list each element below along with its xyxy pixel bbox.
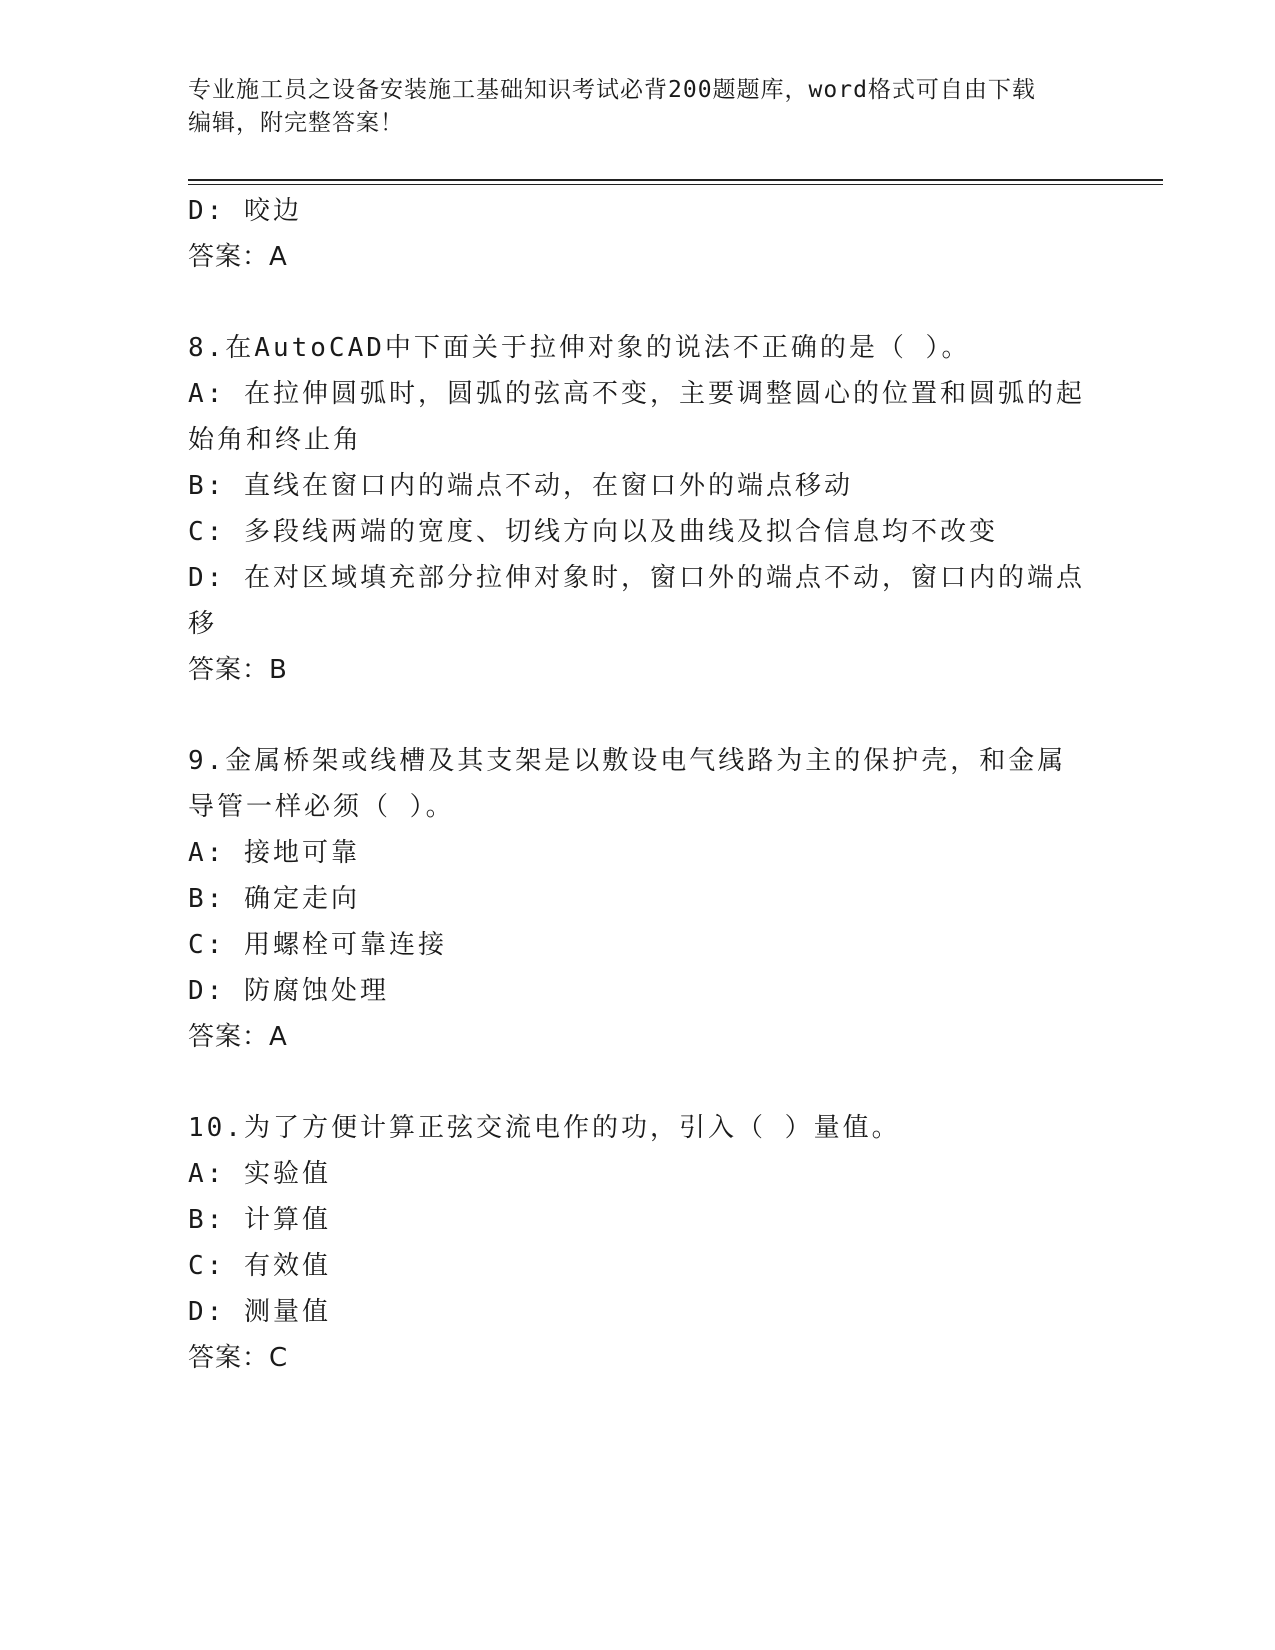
question-9-option-b: B: 确定走向 <box>188 884 360 914</box>
question-8-option-a-line-2: 始角和终止角 <box>188 425 363 455</box>
question-10-option-d: D: 测量值 <box>188 1297 331 1327</box>
spacer <box>188 693 1088 738</box>
question-8-option-c: C: 多段线两端的宽度、切线方向以及曲线及拟合信息均不改变 <box>188 517 998 547</box>
question-9-option-d: D: 防腐蚀处理 <box>188 976 389 1006</box>
question-9-answer: 答案：A <box>188 1022 288 1052</box>
question-7-option-d: D: 咬边 <box>188 196 302 226</box>
spacer <box>188 1060 1088 1105</box>
question-9 <box>188 738 1088 1060</box>
header-divider-thick <box>188 179 1163 181</box>
question-9-stem-line-2: 导管一样必须（ ）。 <box>188 792 455 822</box>
question-10-option-b: B: 计算值 <box>188 1205 331 1235</box>
question-8-option-a-line-1: A: 在拉伸圆弧时，圆弧的弦高不变，主要调整圆心的位置和圆弧的起 <box>188 379 1085 409</box>
question-8-option-d-line-2: 移 <box>188 609 218 639</box>
question-10-option-a: A: 实验值 <box>188 1159 331 1189</box>
question-8-option-d-line-1: D: 在对区域填充部分拉伸对象时，窗口外的端点不动，窗口内的端点 <box>188 563 1085 593</box>
document-header <box>188 74 1088 140</box>
header-title-line-2: 编辑，附完整答案！ <box>188 110 404 136</box>
question-8-answer: 答案：B <box>188 655 288 685</box>
question-9-stem-line-1: 9.金属桥架或线槽及其支架是以敷设电气线路为主的保护壳，和金属 <box>188 746 1067 776</box>
question-10-stem: 10.为了方便计算正弦交流电作的功，引入（ ）量值。 <box>188 1113 901 1143</box>
question-7-answer: 答案：A <box>188 242 288 272</box>
question-9-option-c: C: 用螺栓可靠连接 <box>188 930 447 960</box>
header-divider-thin <box>188 184 1163 185</box>
spacer <box>188 280 1088 325</box>
header-title-line-1: 专业施工员之设备安装施工基础知识考试必背200题题库，word格式可自由下载 <box>188 77 1036 103</box>
question-7-tail <box>188 188 1088 280</box>
document-body <box>188 188 1088 1381</box>
question-9-option-a: A: 接地可靠 <box>188 838 360 868</box>
question-8 <box>188 325 1088 693</box>
question-8-option-b: B: 直线在窗口内的端点不动，在窗口外的端点移动 <box>188 471 853 501</box>
question-10-answer: 答案：C <box>188 1343 289 1373</box>
question-10-option-c: C: 有效值 <box>188 1251 331 1281</box>
question-8-stem: 8.在AutoCAD中下面关于拉伸对象的说法不正确的是（ ）。 <box>188 333 971 363</box>
question-10 <box>188 1105 1088 1381</box>
